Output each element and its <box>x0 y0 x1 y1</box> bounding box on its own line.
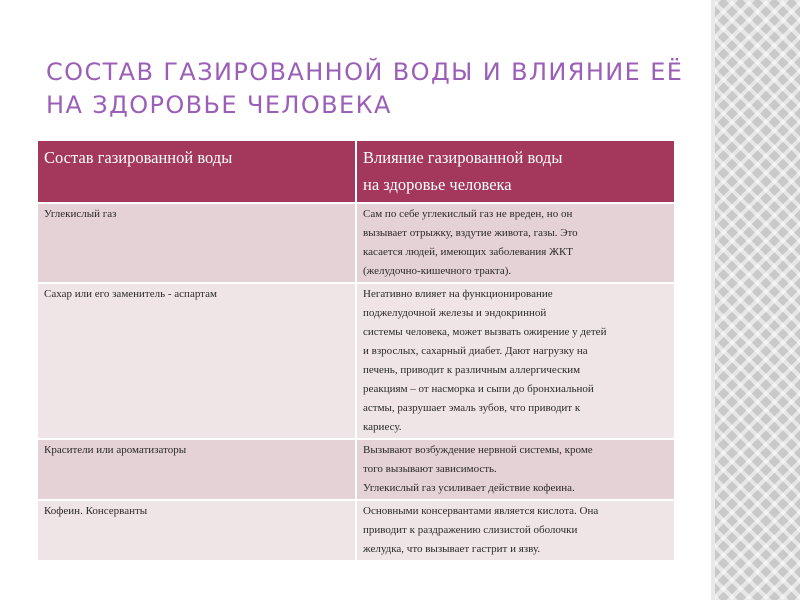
table-row <box>38 500 674 560</box>
title-line-1: СОСТАВ ГАЗИРОВАННОЙ ВОДЫ И ВЛИЯНИЕ ЕЁ <box>46 58 684 86</box>
effect-cell <box>356 283 674 439</box>
effect-line: приводит к раздражению слизистой оболочки <box>363 524 578 536</box>
table-row <box>38 203 674 283</box>
table-row <box>38 283 674 439</box>
header-effect-line-2: на здоровье человека <box>363 175 512 194</box>
effect-line: желудка, что вызывает гастрит и язву. <box>363 543 541 555</box>
effect-cell <box>356 203 674 283</box>
title-line-2: НА ЗДОРОВЬЕ ЧЕЛОВЕКА <box>46 91 392 119</box>
effect-line: поджелудочной железы и эндокринной <box>363 307 547 319</box>
composition-table <box>38 141 674 560</box>
effect-cell <box>356 439 674 500</box>
effect-line: касается людей, имеющих заболевания ЖКТ <box>363 246 574 258</box>
effect-line: астмы, разрушает эмаль зубов, что приводит к <box>363 402 581 414</box>
effect-line: Вызывают возбуждение нервной системы, кроме <box>363 444 593 456</box>
effect-cell <box>356 500 674 560</box>
effect-line: и взрослых, сахарный диабет. Дают нагрузку на <box>363 345 588 357</box>
effect-line: Сам по себе углекислый газ не вреден, но он <box>363 208 573 220</box>
effect-line: вызывает отрыжку, вздутие живота, газы. Это <box>363 227 578 239</box>
effect-line: кариесу. <box>363 421 402 433</box>
effect-line: того вызывают зависимость. <box>363 463 497 475</box>
component-cell: Красители или ароматизаторы <box>38 439 356 500</box>
effect-line: системы человека, может вызвать ожирение у детей <box>363 326 607 338</box>
effect-line: (желудочно-кишечного тракта). <box>363 265 512 277</box>
header-effect-line-1: Влияние газированной воды <box>363 148 563 167</box>
effect-line: Основными консервантами является кислота. Она <box>363 505 599 517</box>
effect-line: Негативно влияет на функционирование <box>363 288 553 300</box>
component-cell: Кофеин. Консерванты <box>38 500 356 560</box>
effect-line: Углекислый газ усиливает действие кофеина. <box>363 482 575 494</box>
header-effect <box>356 141 674 203</box>
header-composition: Состав газированной воды <box>38 141 356 203</box>
effect-line: реакциям – от насморка и сыпи до бронхиальной <box>363 383 594 395</box>
component-cell: Углекислый газ <box>38 203 356 283</box>
table-row <box>38 439 674 500</box>
effect-line: печень, приводит к различным аллергическим <box>363 364 581 376</box>
table-header-row <box>38 141 674 203</box>
decorative-pattern-strip <box>715 0 800 600</box>
slide-title <box>46 56 686 122</box>
component-cell: Сахар или его заменитель - аспартам <box>38 283 356 439</box>
